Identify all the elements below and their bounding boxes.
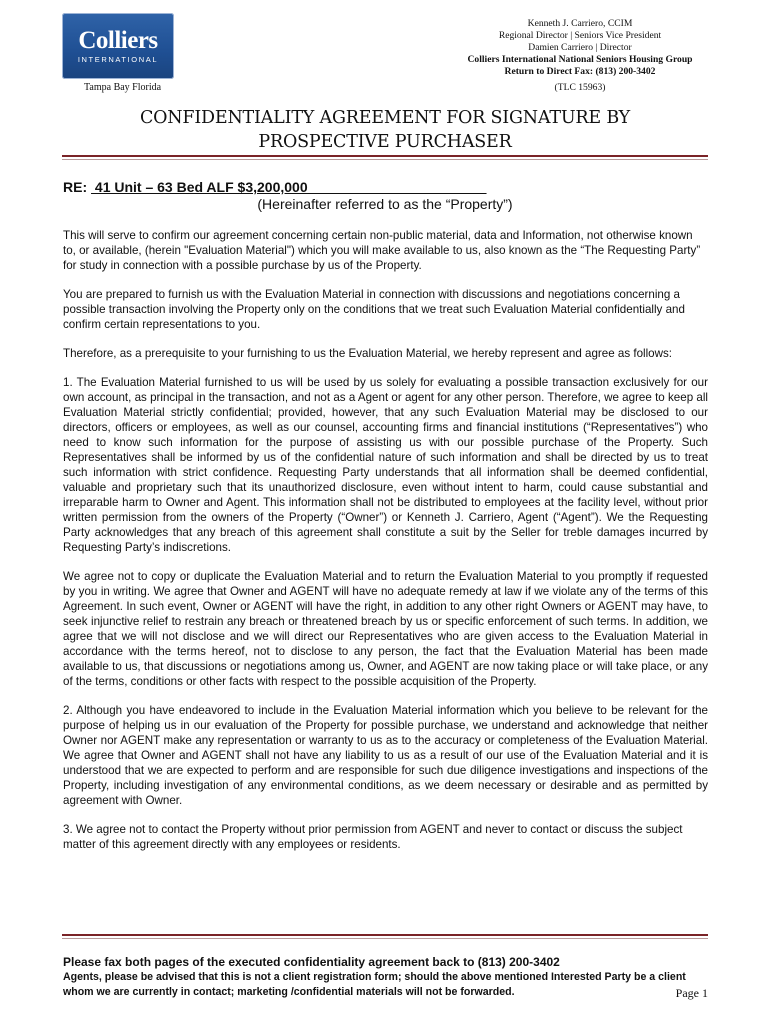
- contact-group: Colliers International National Seniors Housing Group: [467, 54, 693, 65]
- page-number: Page 1: [675, 986, 708, 1000]
- contact-block: [420, 18, 740, 94]
- document-title: [62, 106, 708, 154]
- footer-divider-thin: [62, 938, 708, 939]
- paragraph-clause-3: 3. We agree not to contact the Property without prior permission from AGENT and never to contact or discuss the subject matter of this agreement directly with any employees or residents.: [63, 823, 683, 851]
- contact-name: Kenneth J. Carriero, CCIM: [527, 18, 633, 29]
- re-line: [63, 179, 709, 195]
- agreement-body: [63, 228, 708, 866]
- contact-role-2: Damien Carriero | Director: [528, 42, 632, 53]
- logo-subtitle: INTERNATIONAL: [77, 54, 159, 64]
- paragraph-clause-2: 2. Although you have endeavored to include in the Evaluation Material information which you believe to be relevant for the purpose of helping us in our evaluation of the Property for possible purchase, we understand and acknowledge that neither Owner nor AGENT make any representation or warranty to us as to the accuracy or completeness of the Evaluation Material. We agree that Owner and AGENT shall not have any liability to us as a result of our use of the Evaluation Material and it is understood that we are expected to perform and are responsible for such due diligence investigations and inspections of the Property, including investigation of any environmental conditions, as we deem necessary or desirable and as permitted by agreement with Owner.: [63, 704, 708, 807]
- paragraph-intro: This will serve to confirm our agreement concerning certain non-public material, data and Information, not otherwise known to, or available, (herein "Evaluation Material") which you will make available to us, also known as the “The Requesting Party” for study in connection with a possible purchase by us of the Property.: [63, 229, 701, 272]
- office-region: Tampa Bay Florida: [84, 82, 162, 93]
- re-label: RE:: [63, 179, 88, 195]
- title-divider-thin: [62, 159, 708, 160]
- title-line-1: CONFIDENTIALITY AGREEMENT FOR SIGNATURE BY: [139, 108, 631, 128]
- paragraph-prerequisite: Therefore, as a prerequisite to your furnishing to us the Evaluation Material, we hereby represent and agree as follows:: [63, 347, 673, 360]
- title-line-2: PROSPECTIVE PURCHASER: [258, 132, 512, 152]
- footer-fax-instruction: Please fax both pages of the executed confidentiality agreement back to (813) 200-3402: [63, 955, 560, 969]
- contact-fax: Return to Direct Fax: (813) 200-3402: [504, 66, 656, 77]
- paragraph-copy-restriction: We agree not to copy or duplicate the Evaluation Material and to return the Evaluation Material to you promptly if requested by you in writing. We agree that Owner and AGENT will have no adequate remedy at law if we violate any of the terms of this Agreement. In such event, Owner or AGENT will have the right, in addition to any other right Owners or AGENT may have, to seek injunctive relief to restrain any breach or threatened breach by us or specific enforcement of such terms. In addition, we agree that we will not disclose and we will direct our Representatives who are given access to the Evaluation Material in accordance with the terms hereof, not to disclose to any person, the fact that the Evaluation Material has been made available to us, that discussions or negotiations among us, Owner, and AGENT are now taking place or will take place, or any of the terms, conditions or other facts with respect to the possible acquisition of the Property.: [63, 570, 708, 688]
- contact-role-1: Regional Director | Seniors Vice President: [498, 30, 662, 41]
- footer-divider: [62, 934, 708, 936]
- re-subtitle: (Hereinafter referred to as the “Property”): [257, 196, 513, 212]
- paragraph-clause-1: 1. The Evaluation Material furnished to us will be used by us solely for evaluating a possible transaction exclusively for our own account, as principal in the transaction, and not as a Agent or agent for any other person. Therefore, we agree to keep all Evaluation Material strictly confidential; provided, however, that any such Evaluation Material may be disclosed to our directors, officers or employees, as well as our counsel, accounting firms and financial institutions (“Representatives”) who need to know such information for the purpose of assisting us with our possible purchase of the Property. Such Representatives shall be informed by us of the confidential nature of such information and shall be directed by us to treat such information with strict confidence. Requesting Party understands that all information shall be deemed confidential, valuable and proprietary such that its unauthorized disclosure, even without intent to harm, could cause substantial and irreparable harm to Owner and Agent. This information shall not be distributed to employees at the facility level, without prior written permission from the owners of the Property (“Owner”) or Kenneth J. Carriero, Agent (“Agent”). We the Requesting Party acknowledges that any breach of this agreement shall constitute a suit by the Seller for treble damages incurred by Requesting Party’s indiscretions.: [63, 376, 708, 554]
- paragraph-conditions: You are prepared to furnish us with the Evaluation Material in connection with discussions and negotiations concerning a possible transaction involving the Property only on the conditions that we treat such Evaluation Material confidentially and confirm certain representations to you.: [63, 288, 685, 331]
- footer-agent-notice: Agents, please be advised that this is not a client registration form; should the above mentioned Interested Party be a client whom we are currently in contact; marketing /confidential materials will not be forwarded.: [63, 971, 686, 998]
- logo-name: Colliers: [78, 26, 158, 54]
- title-divider: [62, 155, 708, 157]
- contact-license: (TLC 15963): [554, 82, 606, 93]
- colliers-logo: [62, 13, 174, 79]
- re-property: 41 Unit – 63 Bed ALF $3,200,000: [91, 179, 487, 195]
